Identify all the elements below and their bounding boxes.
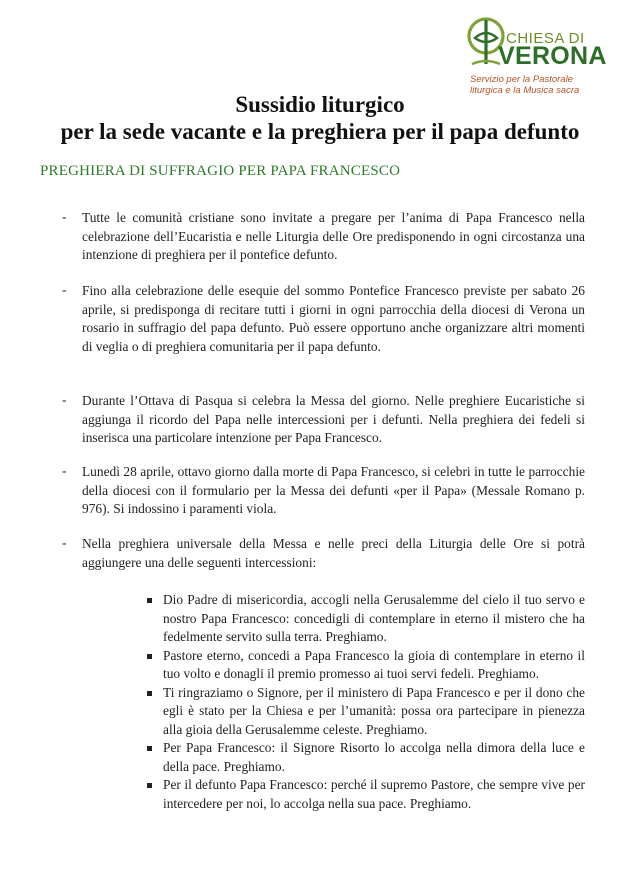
logo-main-text: VERONA: [498, 42, 607, 70]
intercession-item: [147, 647, 585, 684]
paragraph-mass-for-pope: Lunedì 28 aprile, ottavo giorno dalla morte di Papa Francesco, si celebri in tutte le parrocchie della diocesi con il formulario per la Messa dei defunti «per il Papa» (Messale Romano p. 976). Si indossino i paramenti viola.: [82, 464, 585, 516]
list-dash: -: [62, 282, 67, 297]
bullet-icon: [147, 691, 152, 696]
intercession-item: [147, 739, 585, 776]
bullet-icon: [147, 598, 152, 603]
intercession-text: Ti ringraziamo o Signore, per il ministero di Papa Francesco e per il dono che egli è stato per la Chiesa e per l’umanità: possa ora partecipare in pienezza alla gioia della Gerusalemme celeste. Preghiamo.: [163, 684, 585, 737]
section-heading: PREGHIERA DI SUFFRAGIO PER PAPA FRANCESCO: [40, 163, 401, 179]
bullet-icon: [147, 654, 152, 659]
paragraph-intercessions-intro: Nella preghiera universale della Messa e nelle preci della Liturgia delle Ore si potrà aggiungere una delle seguenti intercessioni:: [82, 536, 585, 570]
document-title: Sussidio liturgico: [235, 92, 405, 117]
logo-subtitle-line1: Servizio per la Pastorale: [470, 74, 573, 85]
intercession-item: [147, 684, 585, 740]
intercession-text: Per Papa Francesco: il Signore Risorto lo accolga nella dimora della luce e della pace. Preghiamo.: [163, 740, 585, 774]
list-dash: -: [62, 535, 67, 550]
logo-top-text: CHIESA DI: [506, 30, 585, 47]
paragraph-easter-octave: Durante l’Ottava di Pasqua si celebra la Messa del giorno. Nelle preghiere Eucaristiche si aggiunga il ricordo del Papa nelle intercessioni per i defunti. Nella preghiera dei fedeli si inserisca una particolare intenzione per Papa Francesco.: [82, 393, 585, 445]
list-dash: -: [62, 209, 67, 224]
intercession-text: Pastore eterno, concedi a Papa Francesco la gioia di contemplare in eterno il tuo volto e donagli il premio promesso ai tuoi servi fedeli. Preghiamo.: [163, 647, 585, 681]
intercession-text: Per il defunto Papa Francesco: perché il supremo Pastore, che sempre vive per intercedere per noi, lo accolga nella sua pace. Preghiamo.: [163, 777, 585, 811]
list-dash: -: [62, 392, 67, 407]
list-dash: -: [62, 463, 67, 478]
logo-subtitle-line2: liturgica e la Musica sacra: [470, 85, 580, 96]
paragraph-communities: Tutte le comunità cristiane sono invitate a pregare per l’anima di Papa Francesco nella celebrazione dell’Eucaristia e nelle Liturgia delle Ore predisponendo in ogni circostanza una intenzione di preghiera per il pontefice defunto.: [82, 210, 585, 262]
intercessions-list: [147, 591, 585, 813]
bullet-icon: [147, 783, 152, 788]
intercession-item: [147, 591, 585, 647]
intercession-text: Dio Padre di misericordia, accogli nella Gerusalemme del cielo il tuo servo e nostro Papa Francesco: concedigli di contemplare in eterno il mistero che ha fedelmente servito sulla terra. Preghiamo.: [163, 592, 585, 644]
intercession-item: [147, 776, 585, 813]
bullet-icon: [147, 746, 152, 751]
paragraph-rosary: Fino alla celebrazione delle esequie del sommo Pontefice Francesco previste per sabato 26 aprile, si predisponga di recitare tutti i giorni in ogni parrocchia della diocesi di Verona un rosario in suffragio del papa defunto. Può essere opportuno anche organizzare altri momenti di veglia o di preghiera comunitaria per il papa defunto.: [82, 283, 585, 354]
diocese-logo: [466, 8, 616, 100]
document-subtitle: per la sede vacante e la preghiera per il papa defunto: [60, 119, 580, 144]
